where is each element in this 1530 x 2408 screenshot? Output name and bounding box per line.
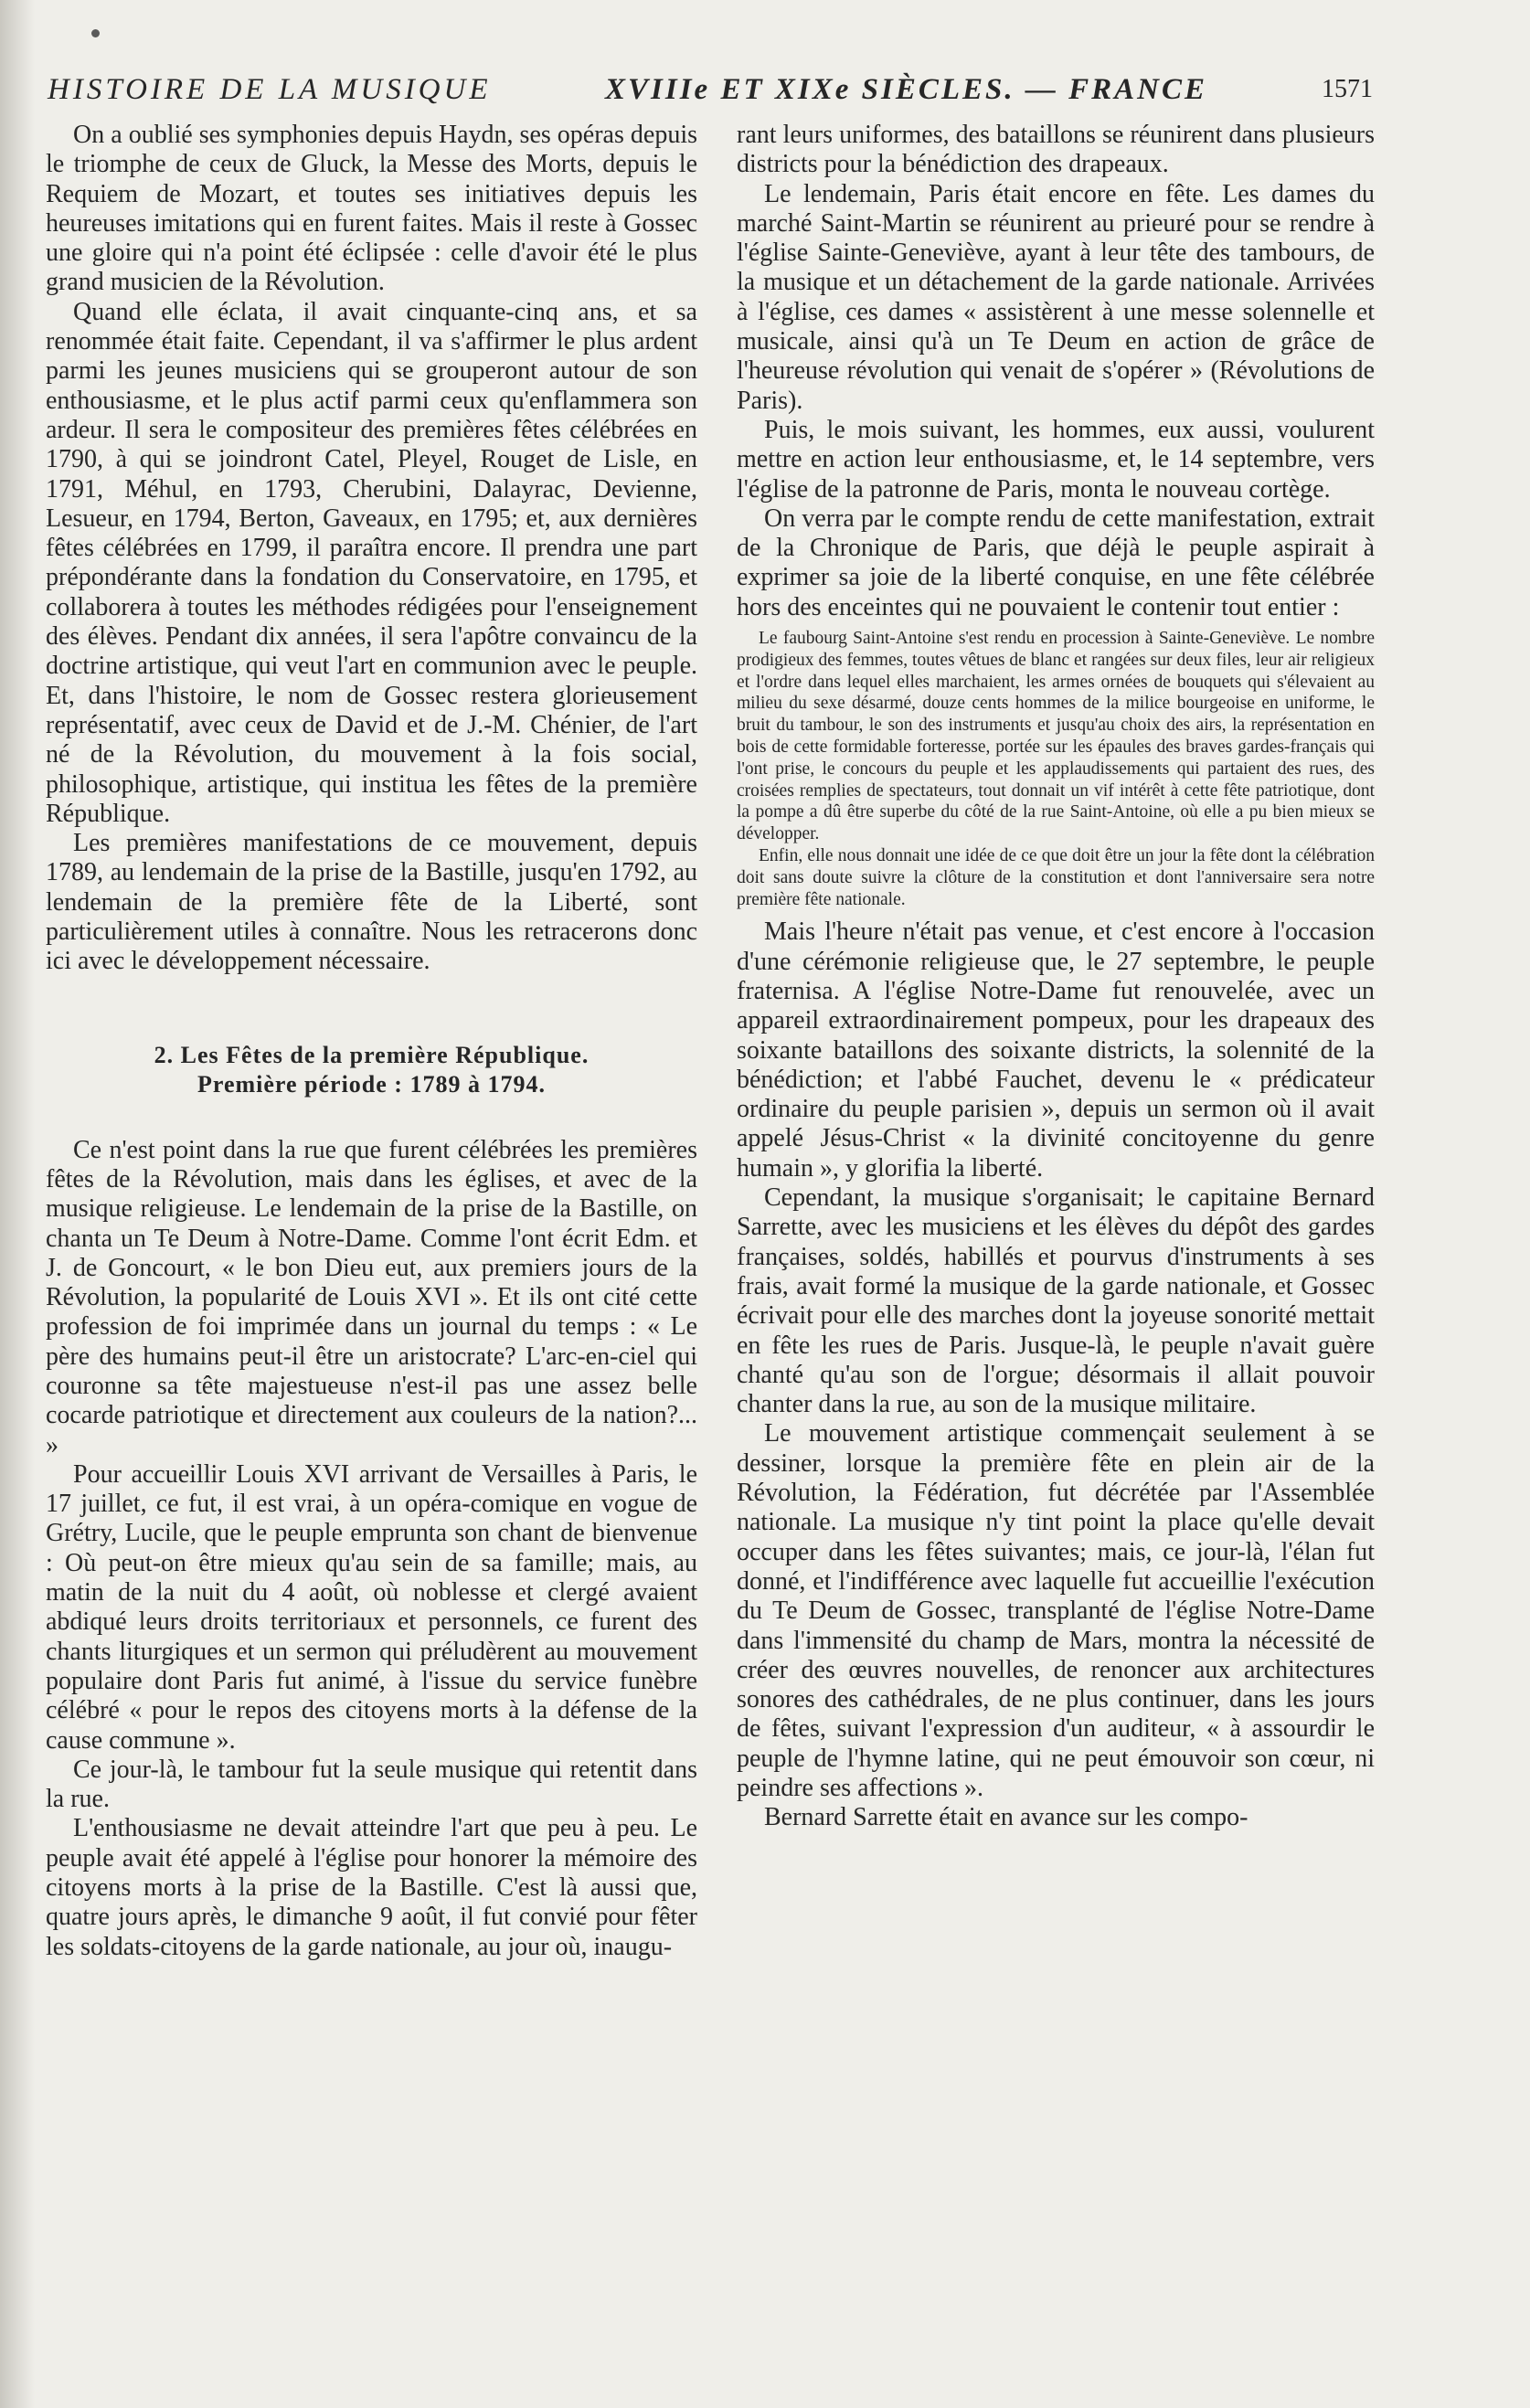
- paragraph: Puis, le mois suivant, les hommes, eux aussi, voulurent mettre en action leur enthousiasme, et, le 14 septembre, vers l'église de la patronne de Paris, monta le nouveau cortège.: [737, 415, 1375, 504]
- paragraph: Cependant, la musique s'organisait; le capitaine Bernard Sarrette, avec les musiciens et les élèves du dépôt des gardes françaises, soldés, habillés et pourvus d'instruments à ses frais, avait formé la musique de la garde nationale, et Gossec écrivait pour elle des marches dont la joyeuse sonorité mettait en fête les rues de Paris. Jusque-là, le peuple n'avait guère chanté qu'au son de l'orgue; désormais il allait pouvoir chanter dans la rue, au son de la musique militaire.: [737, 1183, 1375, 1419]
- paragraph: Le mouvement artistique commençait seulement à se dessiner, lorsque la première fête en plein air de la Révolution, la Fédération, fut décrétée par l'Assemblée nationale. La musique n'y tint point la place qu'elle devait occuper dans les fêtes suivantes; mais, ce jour-là, l'élan fut donné, et l'indifférence avec laquelle fut accueillie l'exécution du Te Deum de Gossec, transplanté de l'église Notre-Dame dans l'immensité du champ de Mars, montra la nécessité de créer des œuvres nouvelles, de renoncer aux architectures sonores des cathédrales, de ne plus continuer, dans les jours de fêtes, suivant l'expression d'un auditeur, « à assourdir le peuple de l'hymne latine, qui ne peut émouvoir son cœur, ni peindre ses affections ».: [737, 1419, 1375, 1803]
- paragraph: Les premières manifestations de ce mouvement, depuis 1789, au lendemain de la prise de la Bastille, jusqu'en 1792, au lendemain de la première fête de la Liberté, sont particulièrement utiles à connaître. Nous les retracerons donc ici avec le développement nécessaire.: [46, 829, 697, 976]
- paragraph: Bernard Sarrette était en avance sur les compo-: [764, 1803, 1248, 1832]
- paragraph: rant leurs uniformes, des bataillons se réunirent dans plusieurs districts pour la bénédiction des drapeaux.: [737, 121, 1375, 179]
- quote-paragraph: Enfin, elle nous donnait une idée de ce que doit être un jour la fête dont la célébration doit sans doute suivre la clôture de la constitution et dont l'anniversaire sera notre première fête nationale.: [737, 846, 1375, 909]
- paragraph: On a oublié ses symphonies depuis Haydn, ses opéras depuis le triomphe de ceux de Gluck, la Messe des Morts, depuis le Requiem de Mozart, et toutes ses initiatives depuis les heureuses imitations qui en furent faites. Mais il reste à Gossec une gloire qui n'a point été éclipsée : celle d'avoir été le plus grand musicien de la Révolution.: [46, 121, 697, 297]
- page-binding-shadow: [0, 0, 35, 2408]
- paragraph: Quand elle éclata, il avait cinquante-cinq ans, et sa renommée était faite. Cependant, il va s'affirmer le plus ardent parmi les jeunes musiciens qui se grouperont autour de son enthousiasme, et le plus actif parmi ceux qu'enflammera son ardeur. Il sera le compositeur des premières fêtes célébrées en 1790, à qui se joindront Catel, Pleyel, Rouget de Lisle, en 1791, Méhul, en 1793, Cherubini, Dalayrac, Devienne, Lesueur, en 1794, Berton, Gaveaux, en 1795; et, aux dernières fêtes célébrées en 1799, il paraîtra encore. Il prendra une part prépondérante dans la fondation du Conservatoire, en 1795, et collaborera à toutes les méthodes rédigées pour l'enseignement des élèves. Pendant dix années, il sera l'apôtre convaincu de la doctrine artistique, qui veut l'art en communion avec le peuple. Et, dans l'histoire, le nom de Gossec restera glorieusement représentatif, avec ceux de David et de J.-M. Chénier, de l'art né de la Révolution, du mouvement à la fois social, philosophique, artistique, qui institua les fêtes de la première République.: [46, 297, 697, 828]
- section-heading-line2: Première période : 1789 à 1794.: [197, 1070, 546, 1098]
- header-right-title: XVIIIe ET XIXe SIÈCLES. — FRANCE: [605, 73, 1207, 106]
- section-heading-line1: 2. Les Fêtes de la première République.: [154, 1041, 590, 1068]
- paragraph: Ce n'est point dans la rue que furent célébrées les premières fêtes de la Révolution, mais dans les églises, et avec de la musique religieuse. Le lendemain de la prise de la Bastille, on chanta un Te Deum à Notre-Dame. Comme l'ont écrit Edm. et J. de Goncourt, « le bon Dieu eut, aux premiers jours de la Révolution, la popularité de Louis XVI ». Et ils ont cité cette profession de foi imprimée dans un journal du temps : « Le père des humains peut-il être un aristocrate? L'arc-en-ciel qui couronne sa tête majestueuse n'est-il pas une assez belle cocarde patriotique et directement aux couleurs de la nation?... »: [46, 1135, 697, 1459]
- running-header: [48, 73, 1373, 115]
- paragraph: L'enthousiasme ne devait atteindre l'art que peu à peu. Le peuple avait été appelé à l'église pour honorer la mémoire des citoyens morts à la prise de la Bastille. C'est là aussi que, quatre jours après, le dimanche 9 août, il fut convié pour fêter les soldats-citoyens de la garde nationale, au jour où, inaugu-: [46, 1814, 697, 1961]
- quote-paragraph: Le faubourg Saint-Antoine s'est rendu en procession à Sainte-Geneviève. Le nombre prodigieux des femmes, toutes vêtues de blanc et rangées sur deux files, leur air religieux et l'ordre dans lequel elles marchaient, les armes ornées de bouquets qui s'élevaient au milieu du sexe désarmé, douze cents hommes de la milice bourgeoise en uniforme, le bruit du tambour, le son des instruments et jusqu'au choix des airs, la représentation en bois de cette formidable forteresse, portée sur les épaules des braves gardes-français qui l'ont prise, le concours du peuple et les applaudissements qui partaient des rues, des croisées remplies de spectateurs, tout donnait un vif intérêt à cette fête patriotique, dont la pompe a dû être superbe du côté de la rue Saint-Antoine, où elle a pu bien mieux se développer.: [737, 629, 1375, 844]
- section-heading: [46, 1041, 697, 1099]
- page-number: 1571: [1322, 75, 1373, 103]
- block-quote: [737, 628, 1375, 910]
- paragraph: Pour accueillir Louis XVI arrivant de Versailles à Paris, le 17 juillet, ce fut, il est vrai, à un opéra-comique en vogue de Grétry, Lucile, que le peuple emprunta son chant de bienvenue : Où peut-on être mieux qu'au sein de sa famille; mais, au matin de la nuit du 4 août, où noblesse et clergé avaient abdiqué leurs droits territoriaux et personnels, ce furent des chants liturgiques et un sermon qui préludèrent au mouvement populaire dont Paris fut animé, à l'issue du service funèbre célébré « pour le repos des citoyens morts à la défense de la cause commune ».: [46, 1459, 697, 1755]
- paragraph: On verra par le compte rendu de cette manifestation, extrait de la Chronique de Paris, que déjà le peuple aspirait à exprimer sa joie de la liberté conquise, en une fête célébrée hors des enceintes qui ne pouvaient le contenir tout entier :: [737, 504, 1375, 621]
- right-column: [737, 121, 1375, 1833]
- paragraph: Ce jour-là, le tambour fut la seule musique qui retentit dans la rue.: [46, 1755, 697, 1814]
- ink-speck: [91, 29, 100, 37]
- left-column: [46, 121, 697, 1962]
- paragraph: Le lendemain, Paris était encore en fête. Les dames du marché Saint-Martin se réunirent au prieuré pour se rendre à l'église Sainte-Geneviève, ayant à leur tête des tambours, de la musique et un détachement de la garde nationale. Arrivées à l'église, ces dames « assistèrent à une messe solennelle et musicale, ainsi qu'à un Te Deum en action de grâce de l'heureuse révolution qui venait de s'opérer » (Révolutions de Paris).: [737, 179, 1375, 415]
- paragraph: Mais l'heure n'était pas venue, et c'est encore à l'occasion d'une cérémonie religieuse que, le 27 septembre, le peuple fraternisa. A l'église Notre-Dame fut renouvelée, avec un appareil extraordinairement pompeux, pour les drapeaux des soixante bataillons des soixante districts, la solennité de la bénédiction; et l'abbé Fauchet, devenu le « prédicateur ordinaire du peuple parisien », depuis un sermon où il avait appelé Jésus-Christ « la divinité concitoyenne du genre humain », y glorifia la liberté.: [737, 918, 1375, 1183]
- header-left-title: HISTOIRE DE LA MUSIQUE: [48, 73, 492, 106]
